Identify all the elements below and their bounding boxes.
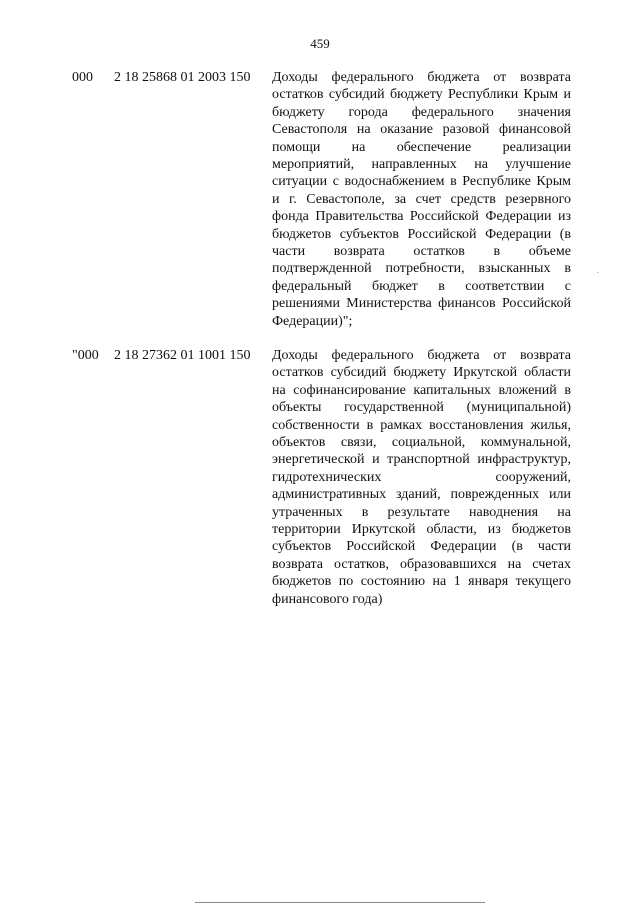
admin-code: 000 bbox=[72, 70, 93, 85]
budget-classification-code: 2 18 25868 01 2003 150 bbox=[114, 70, 251, 85]
revenue-description: Доходы федерального бюджета от возврата остатков субсидий бюджету Иркутской области на софинансирование капитальных вложений в объекты государственной (муниципальной) собственности в рамках восстановления жилья, объектов связи, социальной, коммунальной, энергетической и транспортной инфраструктур, гидротехнических сооружений, административных зданий, поврежденных или утраченных в результате наводнения на территории Иркутской области, из бюджетов субъектов Российской Федерации (в части возврата остатков, образовавшихся на счетах бюджетов по состоянию на 1 января текущего финансового года) bbox=[272, 348, 571, 607]
scan-artifact-mark: · bbox=[596, 268, 600, 279]
admin-code: "000 bbox=[72, 348, 99, 363]
revenue-description: Доходы федерального бюджета от возврата остатков субсидий бюджету Республики Крым и бюджету города федерального значения Севастополя на оказание разовой финансовой помощи на обеспечение реализации мероприятий, направленных на улучшение ситуации с водоснабжением в Республике Крым и г. Севастополе, за счет средств резервного фонда Правительства Российской Федерации из бюджетов субъектов Российской Федерации (в части возврата остатков в объеме подтвержденной потребности, взысканных в федеральный бюджет в соответствии с решениями Министерства финансов Российской Федерации)"; bbox=[272, 70, 571, 329]
budget-classification-code: 2 18 27362 01 1001 150 bbox=[114, 348, 251, 363]
scan-artifact-line bbox=[195, 902, 485, 903]
page-number: 459 bbox=[310, 36, 330, 51]
